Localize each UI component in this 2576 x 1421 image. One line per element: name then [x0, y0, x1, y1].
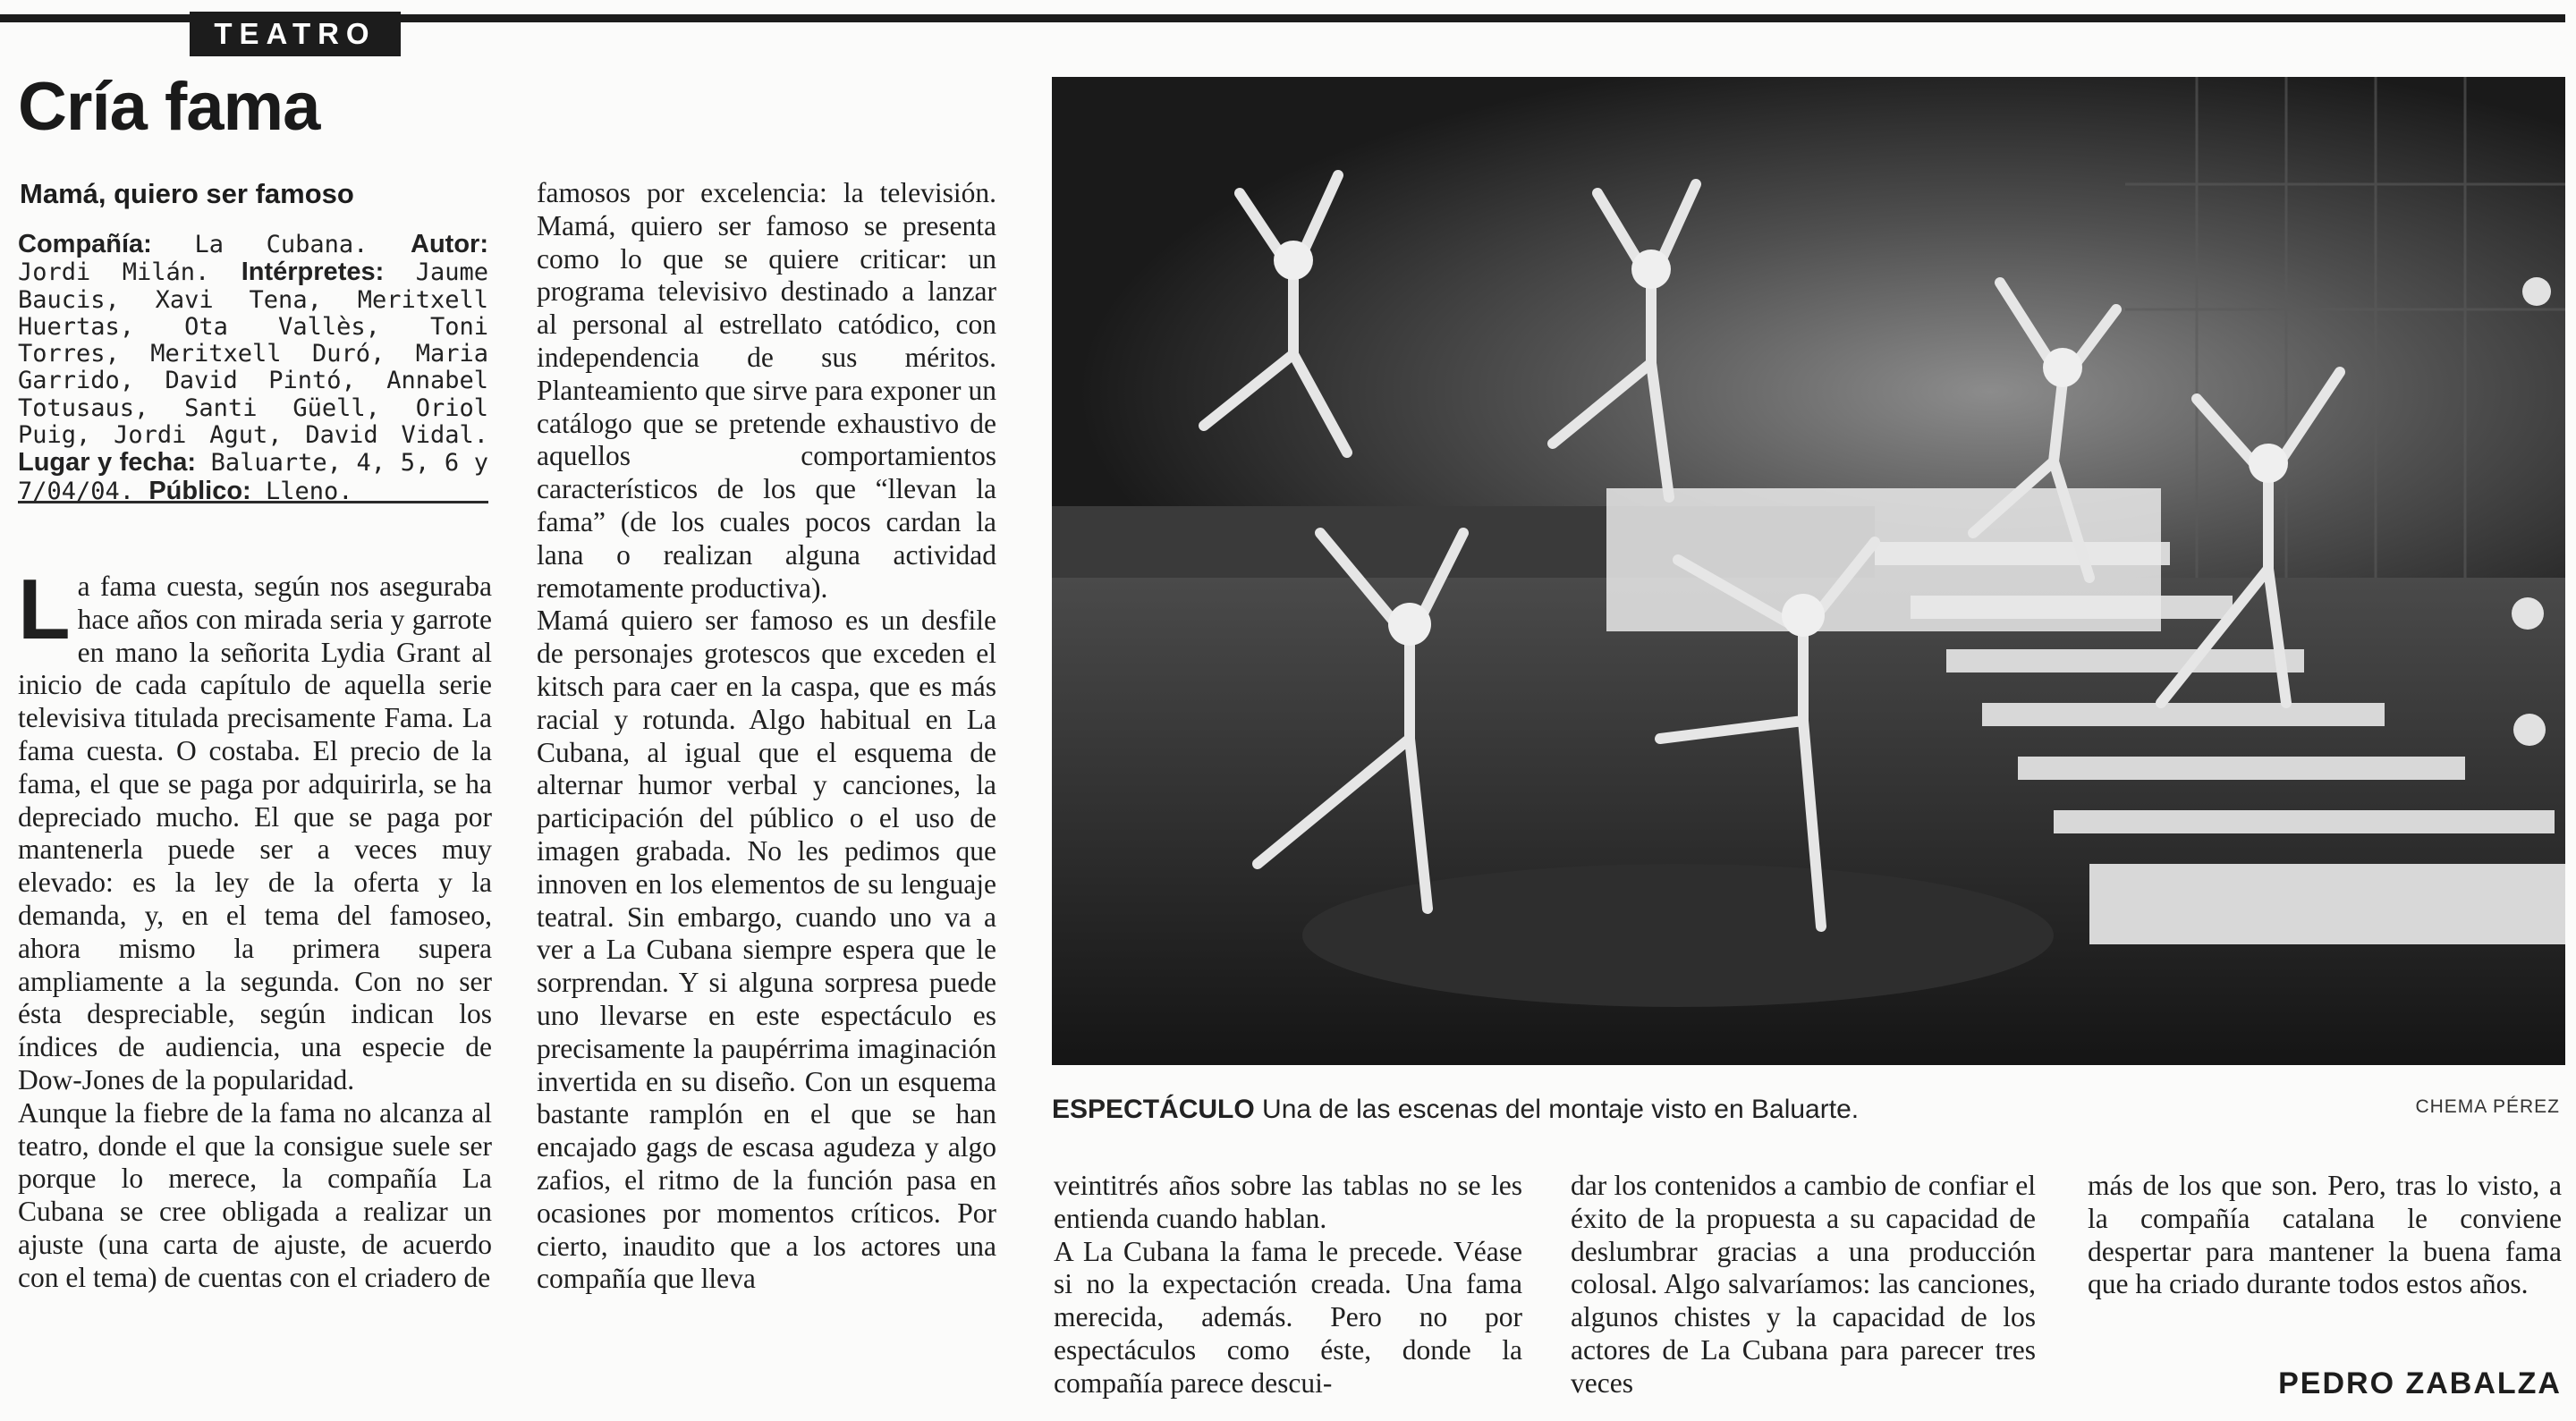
company-value: La Cubana. [151, 231, 411, 258]
paragraph: más de los que son. Pero, tras lo visto, a la compañía catalana le conviene despertar para mantener la buena fama que ha criado durante todos estos años. [2088, 1170, 2562, 1300]
cast-value: Jaume Baucis, Xavi Tena, Meritxell Huertas, Ota Vallès, Toni Torres, Meritxell Duró, Maria Garrido, David Pintó, Annabel Totusaus, Santi Güell, Oriol Puig, Jordi Agut, David Vidal. [18, 258, 488, 450]
article-column-5 [2088, 1170, 2562, 1301]
paragraph: A La Cubana la fama le precede. Véase si no la expectación creada. Una fama merecida, además. Pero no por espectáculos como éste, donde la compañía parece descui- [1054, 1235, 1522, 1399]
photo-credit: CHEMA PÉREZ [2415, 1096, 2560, 1117]
credits-box [18, 231, 488, 503]
stage-illustration [1052, 77, 2565, 1065]
paragraph: veintitrés años sobre las tablas no se les entienda cuando hablan. [1054, 1170, 1522, 1234]
credits-text [18, 231, 488, 505]
section-tag: TEATRO [190, 12, 401, 56]
byline: PEDRO ZABALZA [2278, 1366, 2562, 1400]
paragraph: La fama cuesta, según nos aseguraba hace años con mirada seria y garrote en mano la señorita Lydia Grant al inicio de cada capítulo de aquella serie televisiva titulada precisamente Fama. La fama cuesta. O costaba. El precio de la fama, el que se paga por adquirirla, se ha depreciado mucho. El que se paga por mantenerla puede ser a veces muy elevado: es la ley de la oferta y la demanda, y, en el tema del famoseo, ahora mismo la primera supera ampliamente a la segunda. Con no ser ésta despreciable, según indican los índices de audiencia, una especie de Dow-Jones de la popularidad. [18, 562, 492, 1095]
paragraph: famosos por excelencia: la televisión. Mamá, quiero ser famoso se presenta como lo que se quiere criticar: un programa televisivo destinado a lanzar al personal al estrellato catódico, con independencia de sus méritos. Planteamiento que sirve para exponer un catálogo que se pretende exhaustivo de aquellos comportamientos característicos de los que “llevan la fama” (de los cuales pocos cardan la lana o realizan alguna actividad remotamente productiva). [537, 177, 996, 604]
company-label: Compañía: [18, 230, 152, 258]
article-column-2 [537, 177, 996, 1296]
subheadline: Mamá, quiero ser famoso [20, 178, 354, 209]
article-column-3 [1054, 1170, 1522, 1400]
paragraph: dar los contenidos a cambio de confiar el éxito de la propuesta a su capacidad de deslumbrar gracias a una producción colosal. Algo salvaríamos: las canciones, algunos chistes y la capacidad de los actores de La Cubana para parecer tres veces [1571, 1170, 2036, 1399]
cast-label: Intérpretes: [241, 258, 385, 287]
venue-value: Baluarte, 4, 5, 6 y 7/04/04. [18, 449, 489, 505]
article-column-4 [1571, 1170, 2036, 1400]
drop-cap: L [18, 562, 71, 657]
audience-value: Lleno. [250, 477, 353, 505]
paragraph: Mamá quiero ser famoso es un desfile de personajes grotescos que exceden el kitsch para caer en la caspa, que es más racial y rotunda. Algo habitual en La Cubana, al igual que el esquema de alternar humor verbal y canciones, la participación del público o el uso de imagen grabada. No les pedimos que innoven en los elementos de su lenguaje teatral. Sin embargo, cuando uno va a ver a La Cubana siempre espera que le sorprendan. Y si alguna sorpresa puede uno llevarse en este espectáculo es precisamente la paupérrima imaginación invertida en su diseño. Con un esquema bastante ramplón en el que se han encajado gags de escasa agudeza y algo zafios, el ritmo de la función pasa en ocasiones por momentos críticos. Por cierto, inaudito que a los actores una compañía que lleva [537, 605, 996, 1295]
headline: Cría fama [18, 69, 320, 145]
caption-text: Una de las escenas del montaje visto en Baluarte. [1254, 1095, 1860, 1124]
venue-label: Lugar y fecha: [18, 448, 196, 478]
author-value: Jordi Milán. [18, 258, 242, 287]
photo-caption [1052, 1095, 2063, 1125]
caption-label: ESPECTÁCULO [1052, 1095, 1255, 1124]
paragraph: Aunque la fiebre de la fama no alcanza al teatro, donde el que la consigue suele ser porque lo merece, la compañía La Cubana se cree obligada a realizar un ajuste (una carta de ajuste, de acuerdo con el tema) de cuentas con el criadero de [18, 1096, 492, 1293]
stage-photo [1052, 77, 2565, 1065]
article-column-1 [18, 562, 492, 1295]
author-label: Autor: [411, 230, 488, 258]
audience-label: Público: [148, 476, 251, 505]
